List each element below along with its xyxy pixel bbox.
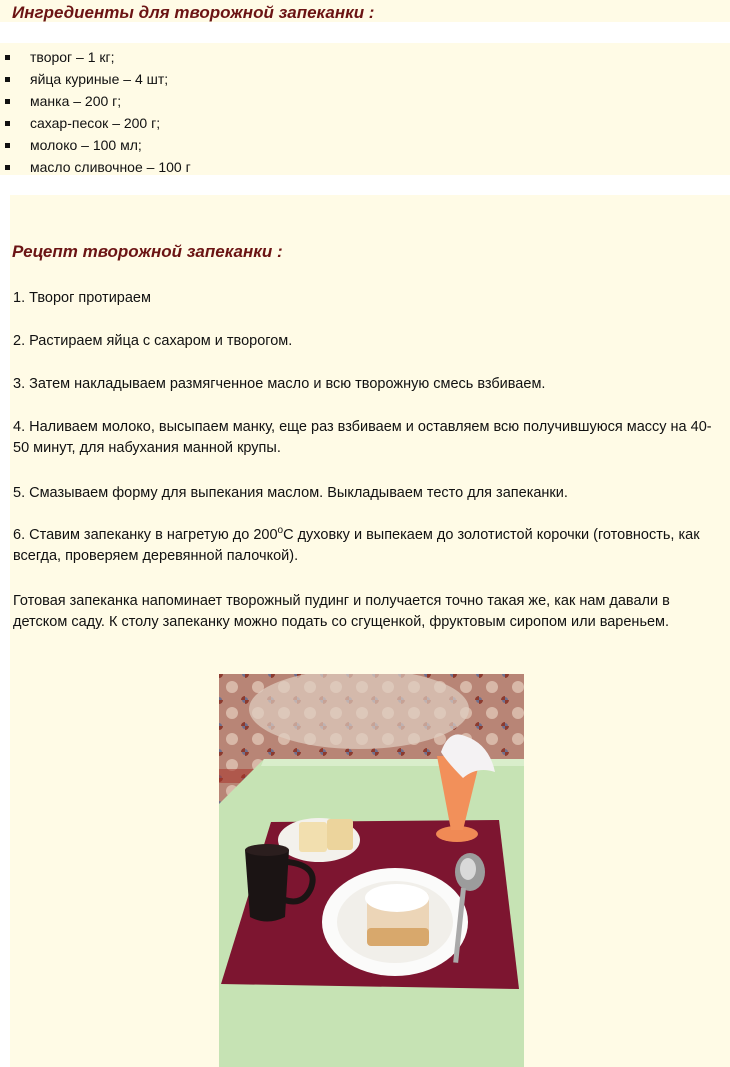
bullet-icon bbox=[5, 55, 10, 60]
ingredient-text: масло сливочное – 100 г bbox=[30, 159, 191, 175]
list-item bbox=[0, 91, 191, 113]
bullet-icon bbox=[5, 165, 10, 170]
step6-text-start: 6. Ставим запеканку в нагретую до 200 bbox=[13, 527, 278, 543]
list-item bbox=[0, 135, 191, 157]
casserole-photo bbox=[219, 674, 524, 1067]
ingredient-text: творог – 1 кг; bbox=[30, 49, 115, 65]
recipe-conclusion: Готовая запеканка напоминает творожный пудинг и получается точно такая же, как нам давали в детском саду. К столу запеканку можно подать со сгущенкой, фруктовым сиропом или вареньем. bbox=[13, 593, 670, 630]
recipe-step-4: 4. Наливаем молоко, высыпаем манку, еще раз взбиваем и оставляем всю получившуюся массу на 40-50 минут, для набухания манной крупы. bbox=[13, 419, 712, 456]
recipe-step-1: 1. Творог протираем bbox=[13, 290, 151, 306]
ingredient-text: манка – 200 г; bbox=[30, 93, 122, 109]
cup bbox=[245, 850, 289, 922]
list-item bbox=[0, 47, 191, 69]
bullet-icon bbox=[5, 121, 10, 126]
bullet-icon bbox=[5, 99, 10, 104]
recipe-step-3: 3. Затем накладываем размягченное масло и всю творожную смесь взбиваем. bbox=[13, 376, 546, 392]
ingredient-text: молоко – 100 мл; bbox=[30, 137, 142, 153]
ingredient-text: сахар-песок – 200 г; bbox=[30, 115, 161, 131]
recipe-step-6 bbox=[13, 525, 718, 567]
ingredient-text: яйца куриные – 4 шт; bbox=[30, 71, 169, 87]
recipe-heading: Рецепт творожной запеканки : bbox=[12, 242, 283, 261]
list-item bbox=[0, 157, 191, 179]
ingredients-heading: Ингредиенты для творожной запеканки : bbox=[12, 3, 375, 22]
recipe-step-5: 5. Смазываем форму для выпекания маслом. Выкладываем тесто для запеканки. bbox=[13, 485, 568, 501]
list-item bbox=[0, 69, 191, 91]
recipe-step-2: 2. Растираем яйца с сахаром и творогом. bbox=[13, 333, 293, 349]
list-item bbox=[0, 113, 191, 135]
ingredients-list bbox=[0, 47, 191, 179]
bullet-icon bbox=[5, 143, 10, 148]
degree-sign: o bbox=[277, 525, 284, 537]
step6-text-end: С духовку и выпекаем до золотистой корочки (готовность, как всегда, проверяем деревянной палочкой). bbox=[13, 527, 700, 564]
bullet-icon bbox=[5, 77, 10, 82]
